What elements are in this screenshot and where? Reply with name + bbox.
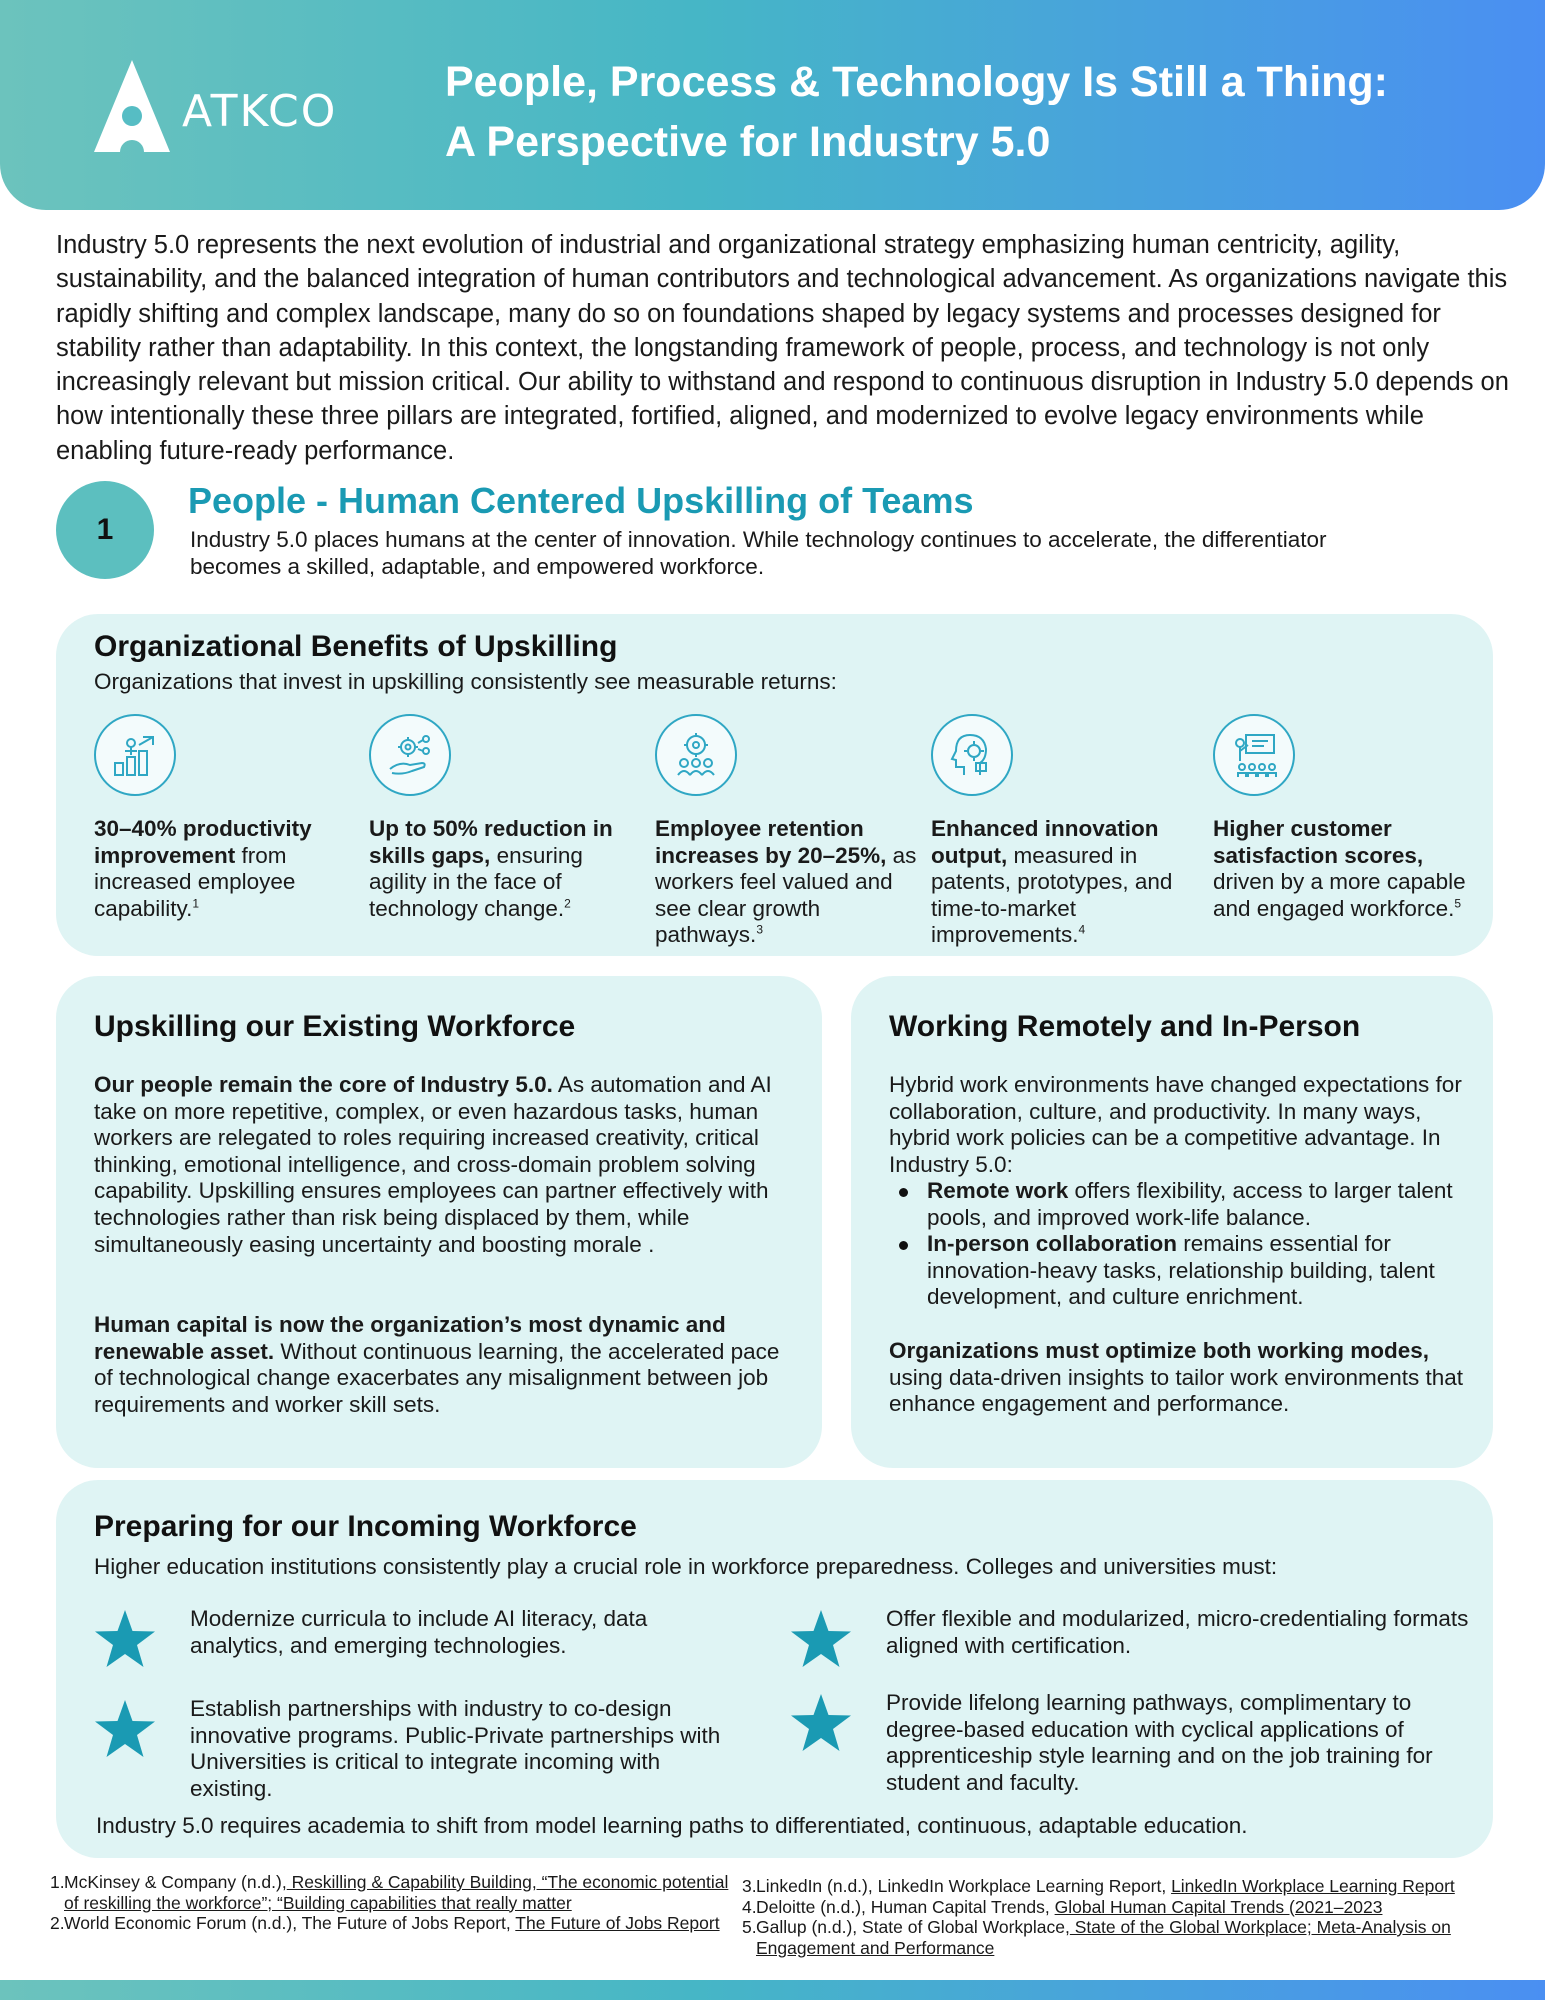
page-title bbox=[445, 52, 1505, 172]
incoming-item-text: Establish partnerships with industry to co-design innovative programs. Public-Private partnerships with Universities is critical to integrate incoming with existing. bbox=[190, 1696, 721, 1801]
remote-intro: Hybrid work environments have changed expectations for collaboration, culture, and productivity. In many ways, hybrid work policies can be a competitive advantage. In Industry 5.0: bbox=[889, 1072, 1462, 1177]
footnote: 3. LinkedIn (n.d.), LinkedIn Workplace Learning Report, LinkedIn Workplace Learning Report bbox=[742, 1876, 1455, 1896]
intro-paragraph: Industry 5.0 represents the next evolution of industrial and organizational strategy emphasizing human centricity, agility, sustainability, and the balanced integration of human contributors and technological advancement. As organizations navigate this rapidly shifting and complex landscape, many do so on foundations shaped by legacy systems and processes designed for stability rather than adaptability. In this context, the longstanding framework of people, process, and technology is not only increasingly relevant but mission critical. Our ability to withstand and respond to continuous disruption in Industry 5.0 depends on how intentionally these three pillars are integrated, fortified, aligned, and modernized to evolve legacy environments while enabling future-ready performance. bbox=[56, 231, 1509, 465]
remote-work-card bbox=[851, 976, 1493, 1468]
list-item: Remote work offers flexibility, access to larger talent pools, and improved work-life balance. bbox=[889, 1178, 1469, 1231]
benefit-item bbox=[931, 714, 1201, 949]
incoming-item-text: Provide lifelong learning pathways, complimentary to degree-based education with cyclical applications of apprenticeship style learning and on the job training for student and faculty. bbox=[886, 1690, 1433, 1795]
upskilling-title: Upskilling our Existing Workforce bbox=[94, 1010, 576, 1043]
title-line-1: People, Process & Technology Is Still a Thing: bbox=[445, 58, 1388, 106]
logo-text: ATKCO bbox=[182, 86, 338, 137]
benefit-text: Employee retention increases by 20–25%, as workers feel valued and see clear growth pathways.$^3$ bbox=[655, 816, 917, 948]
benefits-card bbox=[56, 614, 1493, 956]
footnote-link[interactable]: Reskilling & Capability Building, “The economic potential of reskilling the workforce”; “Building capabilities that really matter bbox=[64, 1872, 729, 1913]
upskilling-paragraph-2: Human capital is now the organization’s most dynamic and renewable asset. Without continuous learning, the accelerated pace of technological change exacerbates any misalignment between job requirements and worker skill sets. bbox=[94, 1312, 780, 1417]
footnotes-left bbox=[50, 1872, 736, 1934]
star-icon bbox=[790, 1608, 852, 1670]
remote-title: Working Remotely and In-Person bbox=[889, 1010, 1361, 1043]
incoming-title: Preparing for our Incoming Workforce bbox=[94, 1510, 637, 1543]
title-line-2: A Perspective for Industry 5.0 bbox=[445, 118, 1051, 166]
incoming-lead: Higher education institutions consistently play a crucial role in workforce preparedness. Colleges and universities must: bbox=[94, 1554, 1278, 1579]
star-icon bbox=[94, 1698, 156, 1760]
benefit-item bbox=[655, 714, 917, 949]
section-title: People - Human Centered Upskilling of Teams bbox=[188, 480, 974, 521]
footnote-link[interactable]: State of the Global Workplace; Meta-Analysis on Engagement and Performance bbox=[756, 1917, 1451, 1958]
footnote: 5. Gallup (n.d.), State of Global Workplace, State of the Global Workplace; Meta-Analysis on Engagement and Performance bbox=[742, 1917, 1451, 1958]
atkco-logo-icon bbox=[92, 58, 172, 154]
list-item: In-person collaboration remains essential for innovation-heavy tasks, relationship building, talent development, and culture enrichment. bbox=[889, 1231, 1469, 1311]
incoming-workforce-card bbox=[56, 1480, 1493, 1858]
benefit-item bbox=[94, 714, 344, 922]
remote-closing: Organizations must optimize both working modes, using data-driven insights to tailor work environments that enhance engagement and performance. bbox=[889, 1338, 1464, 1417]
section-subtitle: Industry 5.0 places humans at the center of innovation. While technology continues to accelerate, the differentiator becomes a skilled, adaptable, and empowered workforce. bbox=[190, 527, 1327, 579]
presentation-audience-icon bbox=[1213, 714, 1295, 796]
company-logo bbox=[92, 58, 352, 158]
benefit-text: Up to 50% reduction in skills gaps, ensuring agility in the face of technology change.$^2$ bbox=[369, 816, 613, 921]
footnote: 2. World Economic Forum (n.d.), The Future of Jobs Report, The Future of Jobs Report bbox=[50, 1913, 720, 1933]
benefit-item bbox=[369, 714, 639, 922]
team-gear-icon bbox=[655, 714, 737, 796]
bottom-accent-bar bbox=[0, 1980, 1545, 2000]
benefit-text: 30–40% productivity improvement from increased employee capability.$^1$ bbox=[94, 816, 312, 921]
header-banner bbox=[0, 0, 1545, 210]
productivity-growth-icon bbox=[94, 714, 176, 796]
skills-gap-hand-gear-icon bbox=[369, 714, 451, 796]
benefits-lead: Organizations that invest in upskilling consistently see measurable returns: bbox=[94, 669, 837, 694]
remote-bullet-list bbox=[889, 1178, 1469, 1311]
upskilling-paragraph-1: Our people remain the core of Industry 5.0. As automation and AI take on more repetitive, complex, or even hazardous tasks, human workers are relegated to roles requiring increased creativity, critical thinking, emotional intelligence, and cross-domain problem solving capability. Upskilling ensures employees can partner effectively with technologies rather than risk being displaced by them, while simultaneously easing uncertainty and boosting morale . bbox=[94, 1072, 772, 1257]
benefit-text: Enhanced innovation output, measured in patents, prototypes, and time-to-market improvements.$^4$ bbox=[931, 816, 1173, 948]
footnote-link[interactable]: The Future of Jobs Report bbox=[515, 1913, 720, 1933]
star-icon bbox=[790, 1692, 852, 1754]
innovation-head-icon bbox=[931, 714, 1013, 796]
footnote-link[interactable]: LinkedIn Workplace Learning Report bbox=[1171, 1876, 1455, 1896]
list-item bbox=[790, 1690, 1480, 1796]
footnote: 1. McKinsey & Company (n.d.), Reskilling & Capability Building, “The economic potential of reskilling the workforce”; “Building capabilities that really matter bbox=[50, 1872, 729, 1913]
incoming-closing: Industry 5.0 requires academia to shift from model learning paths to differentiated, continuous, adaptable education. bbox=[96, 1813, 1248, 1838]
list-item bbox=[790, 1606, 1480, 1670]
benefit-text: Higher customer satisfaction scores, driven by a more capable and engaged workforce.$^5$ bbox=[1213, 816, 1466, 921]
footnote: 4. Deloitte (n.d.), Human Capital Trends, Global Human Capital Trends (2021–2023 bbox=[742, 1896, 1383, 1917]
upskilling-card bbox=[56, 976, 822, 1468]
footnotes-right bbox=[742, 1876, 1532, 1958]
benefits-title: Organizational Benefits of Upskilling bbox=[94, 630, 618, 663]
star-icon bbox=[94, 1608, 156, 1670]
incoming-item-text: Offer flexible and modularized, micro-credentialing formats aligned with certification. bbox=[886, 1606, 1469, 1658]
footnote-link[interactable]: Global Human Capital Trends (2021–2023 bbox=[1054, 1896, 1383, 1917]
incoming-item-text: Modernize curricula to include AI literacy, data analytics, and emerging technologies. bbox=[190, 1606, 648, 1658]
list-item bbox=[94, 1606, 734, 1670]
list-item bbox=[94, 1696, 734, 1802]
section-number-badge: 1 bbox=[56, 481, 154, 579]
benefit-item bbox=[1213, 714, 1483, 922]
